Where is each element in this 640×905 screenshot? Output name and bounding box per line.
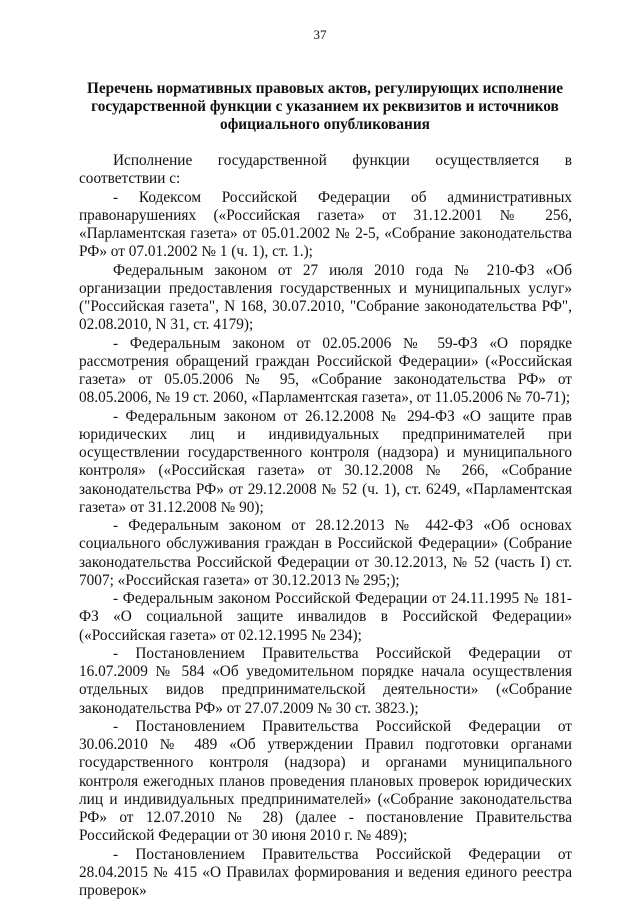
list-item: - Постановлением Правительства Российской Федерации от 28.04.2015 № 415 «О Правилах формирования и ведения единого реестра проверок» [79,845,572,899]
document-body [79,152,572,900]
list-item: - Кодексом Российской Федерации об административных правонарушениях («Российская газета» от 31.12.2001 № 256, «Парламентская газета» от 05.01.2002 № 2-5, «Собрание законодательства РФ» от 07.01.2002 № 1 (ч. 1), ст. 1.); [79,188,572,261]
list-item: - Постановлением Правительства Российской Федерации от 16.07.2009 № 584 «Об уведомительном порядке начала осуществления отдельных видов предпринимательской деятельности» («Собрание законодательства РФ» от 27.07.2009 № 30 ст. 3823.); [79,644,572,717]
document-title: Перечень нормативных правовых актов, регулирующих исполнение государственной функции с указанием их реквизитов и источников официального опубликования [86,80,564,133]
page-number: 37 [313,27,327,42]
list-item: - Федеральным законом Российской Федерации от 24.11.1995 № 181-ФЗ «О социальной защите инвалидов в Российской Федерации» («Российская газета» от 02.12.1995 № 234); [79,590,572,644]
list-item: - Постановлением Правительства Российской Федерации от 30.06.2010 № 489 «Об утверждении Правил подготовки органами государственного контроля (надзора) и органами муниципального контроля ежегодных планов проведения плановых проверок юридических лиц и индивидуальных предпринимателей» («Собрание законодательства РФ» от 12.07.2010 № 28) (далее - постановление Правительства Российской Федерации от 30 июня 2010 г. № 489); [79,717,572,845]
list-item: - Федеральным законом от 02.05.2006 № 59-ФЗ «О порядке рассмотрения обращений граждан Российской Федерации» («Российская газета» от 05.05.2006 № 95, «Собрание законодательства РФ» от 08.05.2006, № 19 ст. 2060, «Парламентская газета», от 11.05.2006 № 70-71); [79,334,572,407]
intro-paragraph: Исполнение государственной функции осуществляется в соответствии с: [79,152,572,188]
list-item: - Федеральным законом от 26.12.2008 № 294-ФЗ «О защите прав юридических лиц и индивидуальных предпринимателей при осуществлении государственного контроля (надзора) и муниципального контроля» («Российская газета» от 30.12.2008 № 266, «Собрание законодательства РФ» от 29.12.2008 № 52 (ч. 1), ст. 6249, «Парламентская газета» от 31.12.2008 № 90); [79,407,572,516]
list-item: - Федеральным законом от 28.12.2013 № 442-ФЗ «Об основах социального обслуживания граждан в Российской Федерации» (Собрание законодательства Российской Федерации от 30.12.2013, № 52 (часть I) ст. 7007; «Российская газета» от 30.12.2013 № 295;); [79,517,572,589]
list-item: Федеральным законом от 27 июля 2010 года № 210-ФЗ «Об организации предоставления государственных и муниципальных услуг» ("Российская газета", N 168, 30.07.2010, "Собрание законодательства РФ", 02.08.2010, N 31, ст. 4179); [79,261,572,334]
